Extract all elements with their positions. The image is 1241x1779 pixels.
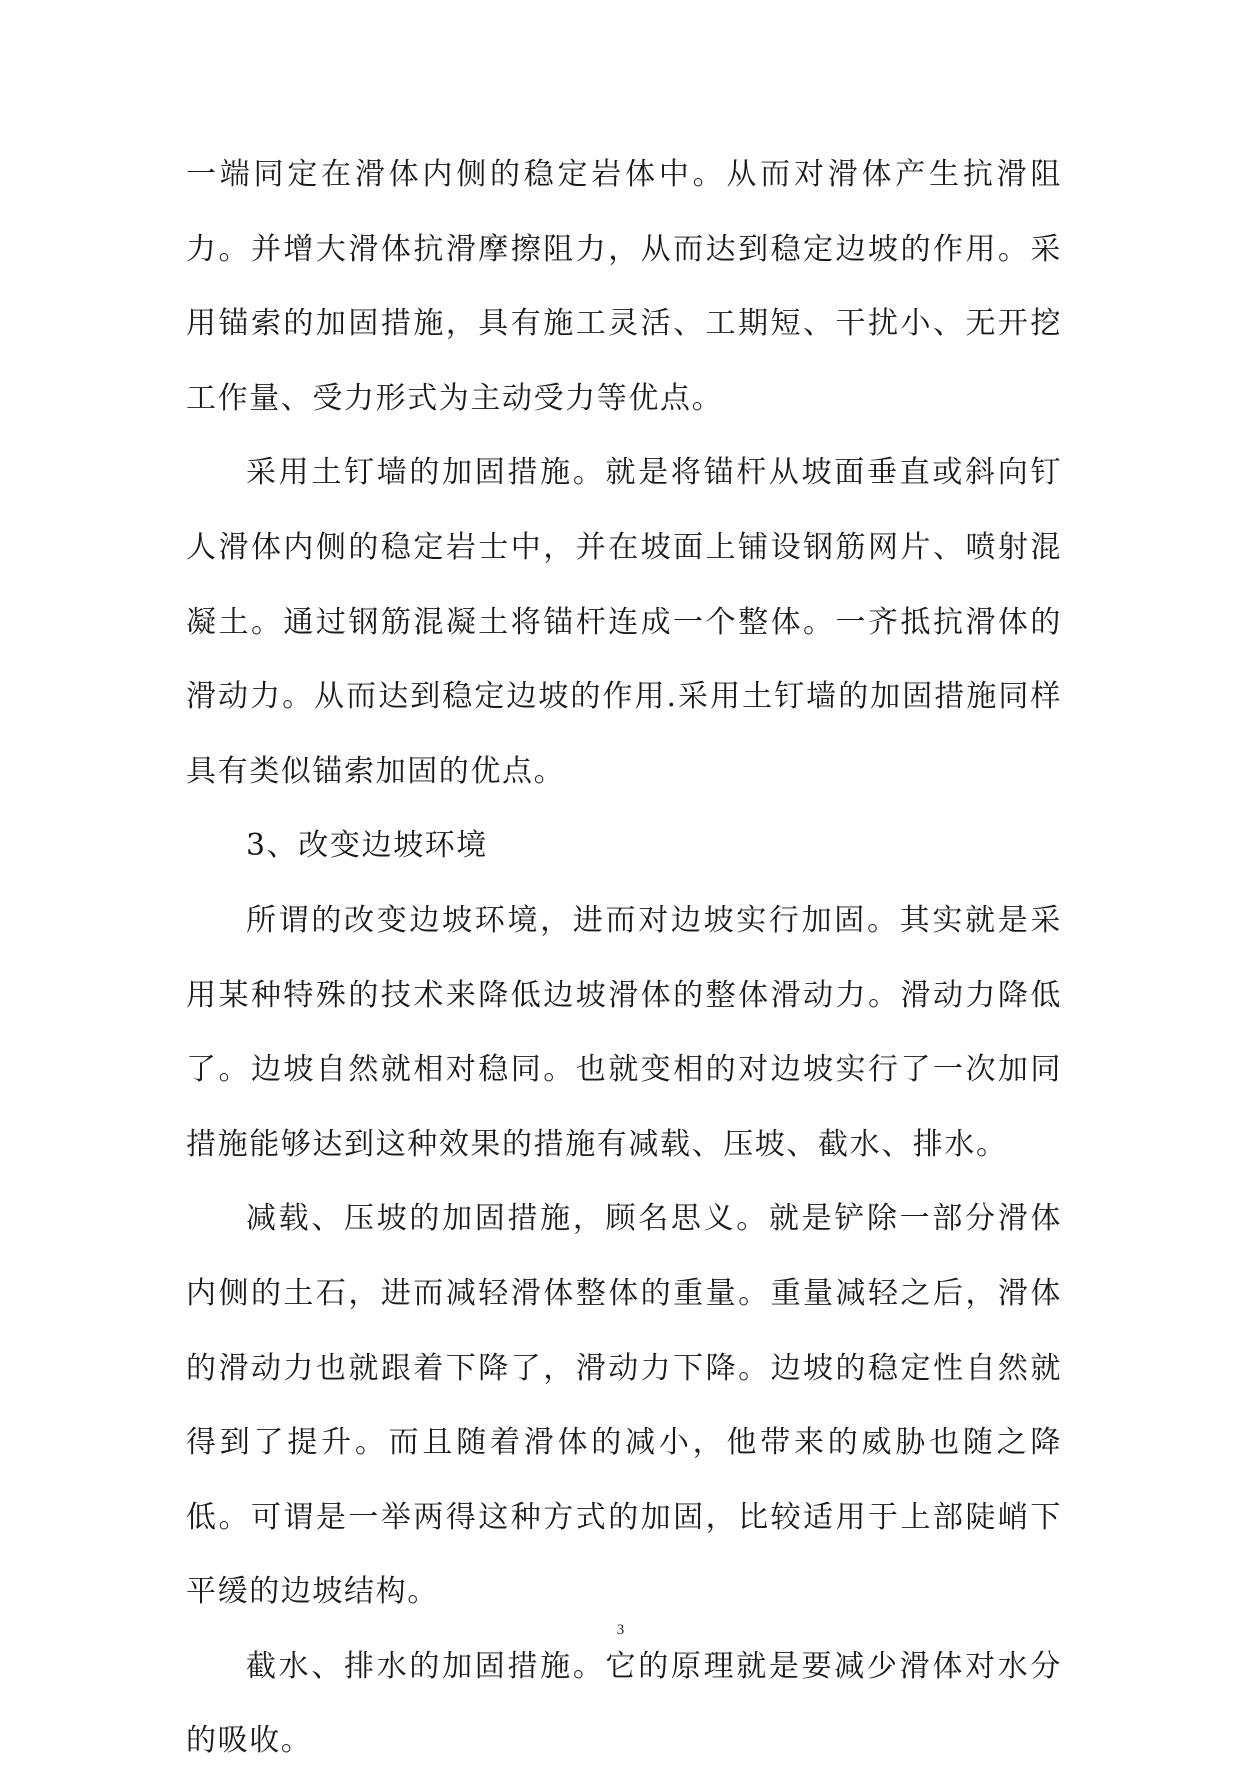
- paragraph-drainage: 截水、排水的加固措施。它的原理就是要减少滑体对水分的吸收。: [186, 1648, 1062, 1759]
- page-number: 3: [616, 1622, 625, 1638]
- paragraph-change-slope-environment: 所谓的改变边坡环境，进而对边坡实行加固。其实就是采用某种特殊的技术来降低边坡滑体的整体滑动力。滑动力降低了。边坡自然就相对稳同。也就变相的对边坡实行了一次加同措施能够达到这种效果的措施有减载、压坡、截水、排水。: [186, 902, 1062, 1162]
- section-heading-change-slope-environment: 3、改变边坡环境: [246, 828, 488, 864]
- paragraph-anchor-cable: 一端同定在滑体内侧的稳定岩体中。从而对滑体产生抗滑阻力。并增大滑体抗滑摩擦阻力，从而达到稳定边坡的作用。采用锚索的加固措施，具有施工灵活、工期短、干扰小、无开挖工作量、受力形式为主动受力等优点。: [186, 157, 1062, 416]
- body-text: [186, 138, 1062, 1779]
- paragraph-soil-nail-wall: 采用土钉墙的加固措施。就是将锚杆从坡面垂直或斜向钉人滑体内侧的稳定岩士中，并在坡面上铺设钢筋网片、喷射混凝土。通过钢筋混凝土将锚杆连成一个整体。一齐抵抗滑体的滑动力。从而达到稳定边坡的作用.采用土钉墙的加固措施同样具有类似锚索加固的优点。: [186, 455, 1062, 789]
- paragraph-load-reduction: 减载、压坡的加固措施，顾名思义。就是铲除一部分滑体内侧的土石，进而减轻滑体整体的重量。重量减轻之后，滑体的滑动力也就跟着下降了，滑动力下降。边坡的稳定性自然就得到了提升。而且随着滑体的减小，他带来的威胁也随之降低。可谓是一举两得这种方式的加固，比较适用于上部陡峭下平缓的边坡结构。: [186, 1201, 1062, 1610]
